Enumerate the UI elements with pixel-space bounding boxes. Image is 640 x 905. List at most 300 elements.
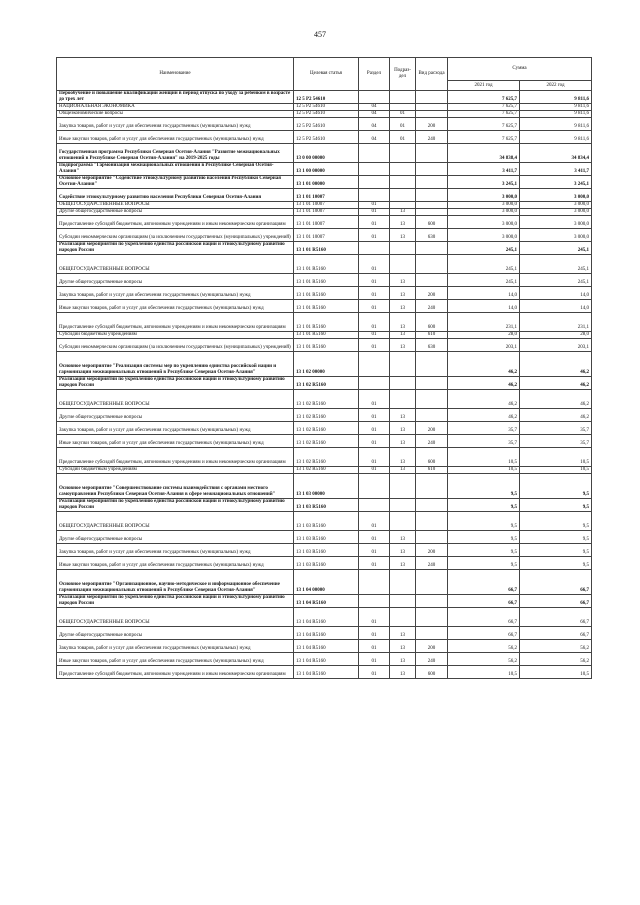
table-row — [57, 118, 592, 131]
cell-section: 01 — [359, 209, 390, 216]
cell-target: 13 1 02 R5160 — [294, 448, 359, 467]
cell-expense-type: 600 — [416, 216, 448, 229]
cell-expense-type — [416, 570, 448, 595]
budget-table — [56, 57, 592, 679]
cell-subsection: 13 — [390, 557, 416, 570]
cell-name: ОБЩЕГОСУДАРСТВЕННЫЕ ВОПРОСЫ — [57, 512, 294, 531]
cell-section: 01 — [359, 229, 390, 242]
cell-expense-type — [416, 352, 448, 377]
header-target: Целевая статья — [294, 58, 359, 91]
cell-subsection: 13 — [390, 531, 416, 544]
cell-expense-type — [416, 111, 448, 118]
cell-subsection: 13 — [390, 332, 416, 339]
cell-2021: 7 625,7 — [448, 111, 520, 118]
cell-name: Основное мероприятие "Содействие этнокультурному развитию населения Республики Северная Осетия-Алания" — [57, 176, 294, 189]
cell-section — [359, 595, 390, 608]
cell-expense-type: 630 — [416, 339, 448, 352]
cell-section: 01 — [359, 608, 390, 627]
cell-section: 01 — [359, 339, 390, 352]
cell-target: 13 1 03 R5160 — [294, 512, 359, 531]
cell-expense-type — [416, 627, 448, 640]
cell-name: Основное мероприятие "Реализация системы мер по укреплению единства российской нации и гармонизации межнациональных отношений в Республике Северная Осетия-Алания" — [57, 352, 294, 377]
cell-2021: 10,5 — [448, 448, 520, 467]
table-row — [57, 313, 592, 332]
cell-2022: 3 245,1 — [520, 176, 592, 189]
table-row — [57, 640, 592, 653]
table-row — [57, 595, 592, 608]
cell-2021: 35,7 — [448, 422, 520, 435]
cell-subsection — [390, 189, 416, 202]
cell-section: 04 — [359, 131, 390, 144]
cell-2021: 35,7 — [448, 435, 520, 448]
cell-target: 13 1 01 R5160 — [294, 242, 359, 255]
cell-target: 13 1 01 10007 — [294, 229, 359, 242]
cell-target: 13 1 02 R5160 — [294, 435, 359, 448]
cell-target: 13 1 04 R5160 — [294, 595, 359, 608]
cell-2021: 3 000,0 — [448, 229, 520, 242]
cell-subsection — [390, 499, 416, 512]
cell-expense-type — [416, 144, 448, 163]
cell-name: Предоставление субсидий бюджетным, автономным учреждениям и иным некоммерческим организациям — [57, 313, 294, 332]
table-row — [57, 287, 592, 300]
cell-expense-type — [416, 189, 448, 202]
cell-subsection — [390, 104, 416, 111]
header-2022: 2022 год — [520, 81, 592, 91]
cell-name: Основное мероприятие "Совершенствование системы взаимодействия с органами местного самоуправления Республики Северная Осетия-Алания в сфере межнациональных отношений" — [57, 474, 294, 499]
cell-subsection: 01 — [390, 131, 416, 144]
table-row — [57, 91, 592, 104]
cell-2021: 66,7 — [448, 627, 520, 640]
cell-expense-type: 600 — [416, 448, 448, 467]
table-row — [57, 131, 592, 144]
cell-2022: 231,1 — [520, 313, 592, 332]
cell-2021: 245,1 — [448, 274, 520, 287]
cell-section — [359, 499, 390, 512]
cell-target: 13 1 03 R5160 — [294, 531, 359, 544]
table-row — [57, 332, 592, 339]
cell-name: Закупка товаров, работ и услуг для обеспечения государственных (муниципальных) нужд — [57, 544, 294, 557]
cell-2022: 245,1 — [520, 255, 592, 274]
cell-subsection — [390, 595, 416, 608]
cell-2021: 10,5 — [448, 666, 520, 679]
cell-target: 13 1 01 R5160 — [294, 287, 359, 300]
cell-subsection — [390, 512, 416, 531]
cell-section: 04 — [359, 104, 390, 111]
cell-subsection — [390, 570, 416, 595]
cell-expense-type: 630 — [416, 229, 448, 242]
table-row — [57, 216, 592, 229]
cell-2022: 9,5 — [520, 499, 592, 512]
cell-name: Иные закупки товаров, работ и услуг для обеспечения государственных (муниципальных) нужд — [57, 300, 294, 313]
header-section: Раздел — [359, 58, 390, 91]
cell-2022: 35,7 — [520, 435, 592, 448]
cell-2021: 3 411,7 — [448, 163, 520, 176]
cell-target: 12 5 P2 54610 — [294, 104, 359, 111]
cell-2022: 46,2 — [520, 390, 592, 409]
cell-2022: 9 811,6 — [520, 91, 592, 104]
cell-subsection: 13 — [390, 448, 416, 467]
cell-expense-type — [416, 595, 448, 608]
table-row — [57, 422, 592, 435]
cell-name: Закупка товаров, работ и услуг для обеспечения государственных (муниципальных) нужд — [57, 640, 294, 653]
table-row — [57, 531, 592, 544]
cell-2022: 9 811,6 — [520, 104, 592, 111]
cell-section: 01 — [359, 216, 390, 229]
table-row — [57, 608, 592, 627]
cell-2022: 3 000,0 — [520, 229, 592, 242]
cell-subsection: 13 — [390, 216, 416, 229]
cell-2022: 9,5 — [520, 512, 592, 531]
cell-expense-type — [416, 377, 448, 390]
cell-expense-type — [416, 104, 448, 111]
cell-expense-type: 600 — [416, 666, 448, 679]
cell-subsection: 13 — [390, 409, 416, 422]
cell-expense-type — [416, 274, 448, 287]
cell-2022: 28,0 — [520, 332, 592, 339]
table-row — [57, 390, 592, 409]
cell-section — [359, 189, 390, 202]
cell-subsection: 13 — [390, 339, 416, 352]
cell-target: 13 1 04 R5160 — [294, 653, 359, 666]
cell-target: 13 1 01 R5160 — [294, 255, 359, 274]
cell-expense-type — [416, 242, 448, 255]
table-row — [57, 474, 592, 499]
table-row — [57, 144, 592, 163]
table-row — [57, 111, 592, 118]
table-row — [57, 467, 592, 474]
cell-2021: 46,2 — [448, 377, 520, 390]
cell-name: Другие общегосударственные вопросы — [57, 209, 294, 216]
cell-name: Содействие этнокультурному развитию населения Республики Северная Осетия-Алания — [57, 189, 294, 202]
cell-2021: 9,5 — [448, 531, 520, 544]
cell-name: Закупка товаров, работ и услуг для обеспечения государственных (муниципальных) нужд — [57, 118, 294, 131]
cell-name: Предоставление субсидий бюджетным, автономным учреждениям и иным некоммерческим организациям — [57, 216, 294, 229]
table-row — [57, 274, 592, 287]
cell-name: ОБЩЕГОСУДАРСТВЕННЫЕ ВОПРОСЫ — [57, 390, 294, 409]
table-row — [57, 242, 592, 255]
cell-name: Другие общегосударственные вопросы — [57, 627, 294, 640]
cell-expense-type: 610 — [416, 332, 448, 339]
cell-2021: 46,2 — [448, 390, 520, 409]
cell-name: ОБЩЕГОСУДАРСТВЕННЫЕ ВОПРОСЫ — [57, 202, 294, 209]
cell-target: 13 1 01 R5160 — [294, 332, 359, 339]
cell-target: 13 1 03 R5160 — [294, 557, 359, 570]
cell-section — [359, 352, 390, 377]
cell-2021: 14,0 — [448, 287, 520, 300]
cell-subsection: 13 — [390, 422, 416, 435]
cell-name: Другие общегосударственные вопросы — [57, 409, 294, 422]
cell-subsection — [390, 474, 416, 499]
cell-target: 13 1 04 00000 — [294, 570, 359, 595]
header-name: Наименование — [57, 58, 294, 91]
cell-subsection: 13 — [390, 640, 416, 653]
cell-2021: 56,2 — [448, 653, 520, 666]
cell-name: Другие общегосударственные вопросы — [57, 274, 294, 287]
table-row — [57, 255, 592, 274]
cell-2022: 66,7 — [520, 608, 592, 627]
cell-target: 13 1 02 R5160 — [294, 390, 359, 409]
cell-expense-type — [416, 209, 448, 216]
cell-section: 01 — [359, 313, 390, 332]
cell-section: 01 — [359, 448, 390, 467]
cell-subsection — [390, 608, 416, 627]
cell-expense-type — [416, 474, 448, 499]
cell-2021: 9,5 — [448, 512, 520, 531]
cell-2021: 9,5 — [448, 557, 520, 570]
cell-subsection: 01 — [390, 111, 416, 118]
cell-expense-type — [416, 608, 448, 627]
cell-2021: 7 625,7 — [448, 91, 520, 104]
cell-expense-type — [416, 176, 448, 189]
cell-target: 13 1 01 R5160 — [294, 313, 359, 332]
cell-2021: 46,2 — [448, 409, 520, 422]
cell-subsection — [390, 390, 416, 409]
cell-subsection — [390, 91, 416, 104]
table-row — [57, 189, 592, 202]
header-expense-type: Вид расхода — [416, 58, 448, 91]
cell-2021: 245,1 — [448, 255, 520, 274]
cell-2022: 3 000,0 — [520, 209, 592, 216]
cell-subsection: 01 — [390, 118, 416, 131]
cell-2022: 56,2 — [520, 640, 592, 653]
cell-2022: 34 834,4 — [520, 144, 592, 163]
cell-target: 13 1 03 00000 — [294, 474, 359, 499]
cell-section — [359, 91, 390, 104]
cell-section: 01 — [359, 390, 390, 409]
table-row — [57, 176, 592, 189]
cell-section: 01 — [359, 255, 390, 274]
cell-target: 13 1 02 R5160 — [294, 467, 359, 474]
cell-expense-type: 240 — [416, 131, 448, 144]
cell-section: 01 — [359, 627, 390, 640]
cell-2022: 245,1 — [520, 274, 592, 287]
cell-name: Иные закупки товаров, работ и услуг для обеспечения государственных (муниципальных) нужд — [57, 435, 294, 448]
cell-name: Иные закупки товаров, работ и услуг для обеспечения государственных (муниципальных) нужд — [57, 131, 294, 144]
cell-2021: 66,7 — [448, 570, 520, 595]
cell-2021: 34 838,4 — [448, 144, 520, 163]
table-row — [57, 339, 592, 352]
table-row — [57, 300, 592, 313]
cell-2022: 9 811,6 — [520, 118, 592, 131]
cell-section: 01 — [359, 287, 390, 300]
cell-subsection: 13 — [390, 313, 416, 332]
cell-expense-type: 200 — [416, 118, 448, 131]
cell-2021: 9,5 — [448, 544, 520, 557]
cell-target: 13 1 02 R5160 — [294, 377, 359, 390]
cell-section — [359, 242, 390, 255]
cell-section: 01 — [359, 666, 390, 679]
table-row — [57, 163, 592, 176]
cell-expense-type: 240 — [416, 557, 448, 570]
cell-section: 04 — [359, 118, 390, 131]
cell-expense-type: 600 — [416, 313, 448, 332]
cell-name: Перообучение и повышение квалификации женщин в период отпуска по уходу за ребенком в возрасте до трех лет — [57, 91, 294, 104]
cell-section — [359, 570, 390, 595]
cell-subsection: 13 — [390, 209, 416, 216]
cell-2021: 28,0 — [448, 332, 520, 339]
cell-2022: 66,7 — [520, 595, 592, 608]
cell-2022: 10,5 — [520, 467, 592, 474]
cell-target: 13 1 02 R5160 — [294, 422, 359, 435]
cell-name: Субсидии некоммерческим организациям (за исключением государственных (муниципальных) учреждений) — [57, 339, 294, 352]
cell-name: Субсидии бюджетным учреждениям — [57, 467, 294, 474]
cell-2022: 3 411,7 — [520, 163, 592, 176]
cell-target: 13 1 01 R5160 — [294, 300, 359, 313]
cell-subsection — [390, 242, 416, 255]
cell-2021: 3 000,0 — [448, 189, 520, 202]
cell-name: Предоставление субсидий бюджетным, автономным учреждениям и иным некоммерческим организациям — [57, 448, 294, 467]
table-row — [57, 435, 592, 448]
table-row — [57, 512, 592, 531]
cell-name: Закупка товаров, работ и услуг для обеспечения государственных (муниципальных) нужд — [57, 422, 294, 435]
cell-expense-type: 200 — [416, 640, 448, 653]
cell-expense-type: 200 — [416, 287, 448, 300]
cell-2022: 10,5 — [520, 448, 592, 467]
cell-target: 13 0 00 00000 — [294, 144, 359, 163]
cell-2021: 9,5 — [448, 474, 520, 499]
cell-section: 04 — [359, 111, 390, 118]
cell-target: 13 1 02 00000 — [294, 352, 359, 377]
table-body — [57, 91, 592, 679]
cell-target: 13 1 03 R5160 — [294, 499, 359, 512]
cell-2022: 9,5 — [520, 544, 592, 557]
cell-expense-type: 200 — [416, 422, 448, 435]
cell-2022: 3 000,0 — [520, 216, 592, 229]
cell-name: Субсидии бюджетным учреждениям — [57, 332, 294, 339]
cell-expense-type: 240 — [416, 435, 448, 448]
cell-section — [359, 474, 390, 499]
table-row — [57, 409, 592, 422]
cell-target: 13 1 01 R5160 — [294, 274, 359, 287]
cell-subsection — [390, 163, 416, 176]
cell-2021: 46,2 — [448, 352, 520, 377]
cell-name: Предоставление субсидий бюджетным, автономным учреждениям и иным некоммерческим организациям — [57, 666, 294, 679]
header-subsection: Подраз-дел — [390, 58, 416, 91]
cell-section: 01 — [359, 557, 390, 570]
cell-target: 13 1 01 00000 — [294, 176, 359, 189]
cell-section: 01 — [359, 435, 390, 448]
cell-section — [359, 377, 390, 390]
cell-name: ОБЩЕГОСУДАРСТВЕННЫЕ ВОПРОСЫ — [57, 255, 294, 274]
cell-name: Реализация мероприятий по укреплению единства российской нации и этнокультурному развитию народов России — [57, 377, 294, 390]
cell-2022: 3 000,0 — [520, 202, 592, 209]
cell-2021: 3 000,0 — [448, 209, 520, 216]
cell-name: НАЦИОНАЛЬНАЯ ЭКОНОМИКА — [57, 104, 294, 111]
cell-2022: 3 000,0 — [520, 189, 592, 202]
cell-section: 01 — [359, 422, 390, 435]
cell-2021: 56,2 — [448, 640, 520, 653]
cell-expense-type — [416, 409, 448, 422]
cell-section: 01 — [359, 409, 390, 422]
cell-2021: 14,0 — [448, 300, 520, 313]
cell-subsection: 13 — [390, 627, 416, 640]
table-row — [57, 229, 592, 242]
cell-2021: 3 000,0 — [448, 216, 520, 229]
cell-expense-type: 610 — [416, 467, 448, 474]
cell-subsection: 13 — [390, 666, 416, 679]
cell-subsection — [390, 176, 416, 189]
cell-2022: 9 811,6 — [520, 111, 592, 118]
cell-target: 13 1 04 R5160 — [294, 666, 359, 679]
cell-section: 01 — [359, 653, 390, 666]
cell-2021: 66,7 — [448, 608, 520, 627]
cell-target: 13 1 00 00000 — [294, 163, 359, 176]
cell-expense-type: 240 — [416, 653, 448, 666]
cell-2022: 56,2 — [520, 653, 592, 666]
cell-2022: 46,2 — [520, 409, 592, 422]
cell-name: Иные закупки товаров, работ и услуг для обеспечения государственных (муниципальных) нужд — [57, 653, 294, 666]
table-row — [57, 209, 592, 216]
cell-section: 01 — [359, 544, 390, 557]
cell-target: 13 1 04 R5160 — [294, 640, 359, 653]
cell-target: 13 1 03 R5160 — [294, 544, 359, 557]
cell-target: 13 1 04 R5160 — [294, 608, 359, 627]
cell-2022: 14,0 — [520, 300, 592, 313]
cell-name: Государственная программа Республики Северная Осетия-Алания "Развитие межнациональных отношений в Республике Северная Осетия-Алания" на 2019-2025 годы — [57, 144, 294, 163]
cell-subsection: 13 — [390, 229, 416, 242]
cell-2021: 10,5 — [448, 467, 520, 474]
cell-target: 13 1 01 R5160 — [294, 339, 359, 352]
cell-name: Иные закупки товаров, работ и услуг для обеспечения государственных (муниципальных) нужд — [57, 557, 294, 570]
table-row — [57, 653, 592, 666]
cell-target: 12 5 P2 54610 — [294, 91, 359, 104]
cell-subsection: 13 — [390, 435, 416, 448]
cell-2022: 9,5 — [520, 531, 592, 544]
cell-expense-type — [416, 499, 448, 512]
cell-2022: 203,1 — [520, 339, 592, 352]
table-row — [57, 377, 592, 390]
cell-name: Субсидии некоммерческим организациям (за исключением государственных (муниципальных) учреждений) — [57, 229, 294, 242]
cell-section: 01 — [359, 512, 390, 531]
cell-name: Подпрограмма "Гармонизация межнациональных отношений в Республике Северная Осетия-Алания" — [57, 163, 294, 176]
cell-name: Основное мероприятие "Организационное, научно-методическое и информационное обеспечение гармонизации межнациональных отношений в Республике Северная Осетия-Алания" — [57, 570, 294, 595]
cell-subsection — [390, 144, 416, 163]
cell-section: 01 — [359, 531, 390, 544]
cell-name: Другие общегосударственные вопросы — [57, 531, 294, 544]
cell-2021: 7 625,7 — [448, 118, 520, 131]
cell-subsection — [390, 352, 416, 377]
cell-subsection: 13 — [390, 300, 416, 313]
cell-subsection — [390, 202, 416, 209]
cell-section: 01 — [359, 640, 390, 653]
cell-name: Реализация мероприятий по укреплению единства российской нации и этнокультурному развитию народов России — [57, 595, 294, 608]
table-row — [57, 448, 592, 467]
cell-section: 01 — [359, 202, 390, 209]
table-row — [57, 499, 592, 512]
cell-2021: 203,1 — [448, 339, 520, 352]
cell-2021: 245,1 — [448, 242, 520, 255]
cell-target: 13 1 01 10007 — [294, 216, 359, 229]
cell-section: 01 — [359, 274, 390, 287]
cell-2021: 7 625,7 — [448, 104, 520, 111]
table-row — [57, 570, 592, 595]
table-row — [57, 627, 592, 640]
cell-expense-type: 240 — [416, 300, 448, 313]
cell-subsection: 13 — [390, 467, 416, 474]
cell-section — [359, 144, 390, 163]
cell-target: 12 5 P2 54610 — [294, 131, 359, 144]
cell-2022: 9 811,6 — [520, 131, 592, 144]
cell-2021: 9,5 — [448, 499, 520, 512]
cell-expense-type — [416, 163, 448, 176]
table-row — [57, 666, 592, 679]
cell-section: 01 — [359, 332, 390, 339]
table-row — [57, 104, 592, 111]
cell-subsection — [390, 255, 416, 274]
cell-expense-type — [416, 390, 448, 409]
cell-target: 12 5 P2 54610 — [294, 111, 359, 118]
cell-2022: 66,7 — [520, 570, 592, 595]
